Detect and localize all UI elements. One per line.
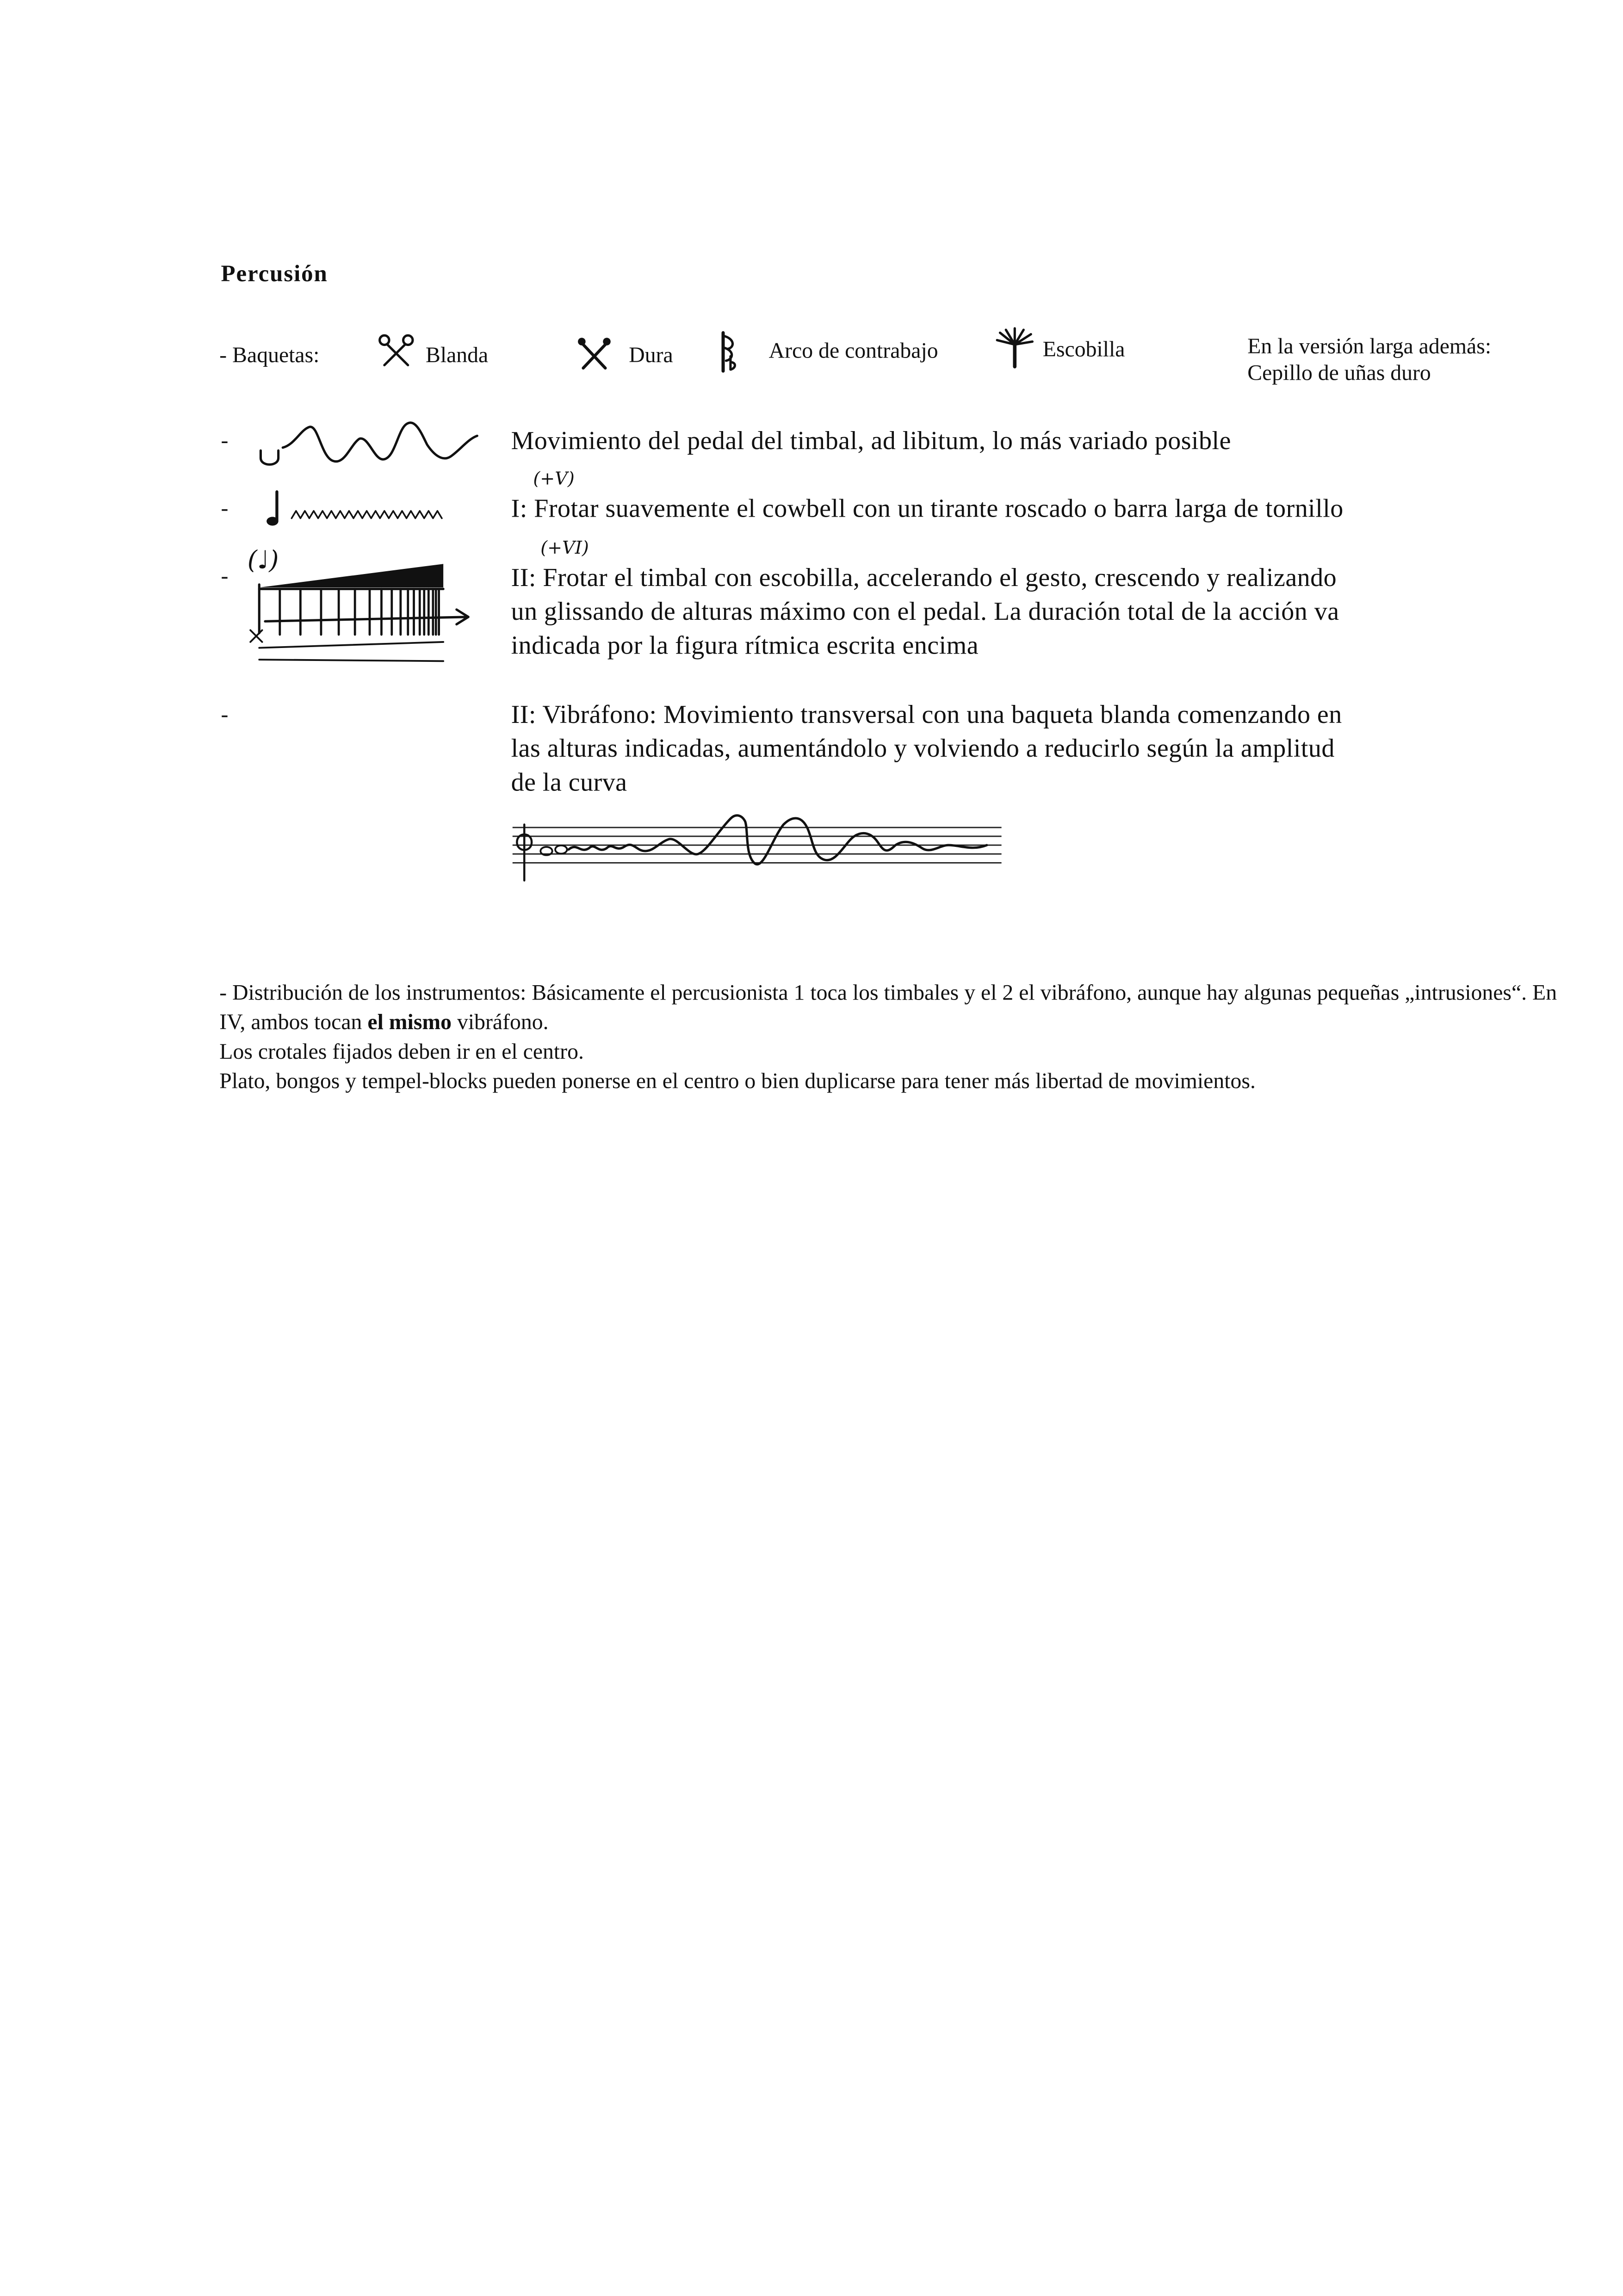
item-vibraphone-line: de la curva xyxy=(511,767,627,797)
brush-icon xyxy=(994,327,1035,368)
item-brush-line: II: Frotar el timbal con escobilla, accelerando el gesto, crescendo y realizando xyxy=(511,562,1337,592)
item-brush-text xyxy=(511,561,1339,663)
soft-mallet-icon xyxy=(376,333,420,368)
baqueta-blanda-label: Blanda xyxy=(425,344,489,368)
pedal-wave-symbol xyxy=(254,418,489,477)
distribution-text xyxy=(219,979,1560,1097)
distribution-bold: el mismo xyxy=(367,1011,452,1035)
item-cowbell-text: I: Frotar suavemente el cowbell con un tirante roscado o barra larga de tornillo xyxy=(511,493,1344,523)
version-larga-line1: En la versión larga además: xyxy=(1247,335,1492,359)
item-dash: - xyxy=(221,497,229,521)
distribution-part1: - Distribución de los instrumentos: Básicamente el percusionista 1 toca los timbales y el 2 el vibráfono, aunque hay algunas pequeñas „intrusiones“. En IV, ambos tocan xyxy=(219,982,1557,1035)
item-dash: - xyxy=(221,704,229,728)
item-brush-line: un glissando de alturas máximo con el pedal. La duración total de la acción va xyxy=(511,596,1339,626)
section-title: Percusión xyxy=(221,262,328,287)
version-larga-line2: Cepillo de uñas duro xyxy=(1247,362,1431,386)
annotation-plus-v: (+V) xyxy=(533,468,575,489)
distribution-paragraph xyxy=(219,979,1560,1038)
baqueta-dura-label: Dura xyxy=(629,344,673,368)
bass-bow-icon xyxy=(716,330,739,374)
plato-line: Plato, bongos y tempel-blocks pueden ponerse en el centro o bien duplicarse para tener más libertad de movimientos. xyxy=(219,1070,1256,1094)
hard-mallet-icon xyxy=(576,336,614,371)
baquetas-label: - Baquetas: xyxy=(219,344,320,368)
vibraphone-staff-curve xyxy=(513,810,1006,889)
arco-contrabajo-label: Arco de contrabajo xyxy=(768,340,938,364)
escobilla-label: Escobilla xyxy=(1042,339,1125,363)
item-vibraphone-line: II: Vibráfono: Movimiento transversal con una baqueta blanda comenzando en xyxy=(511,699,1342,729)
rhythm-figure-label: (♩) xyxy=(247,546,279,576)
item-pedal-text: Movimiento del pedal del timbal, ad libitum, lo más variado posible xyxy=(511,425,1231,455)
cowbell-zigzag-symbol xyxy=(259,486,473,530)
item-vibraphone-line: las alturas indicadas, aumentándolo y volviendo a reducirlo según la amplitud xyxy=(511,733,1335,763)
item-brush-line: indicada por la figura rítmica escrita encima xyxy=(511,630,979,660)
crotales-line: Los crotales fijados deben ir en el centro. xyxy=(219,1041,584,1065)
item-vibraphone-text xyxy=(511,698,1342,800)
item-dash: - xyxy=(221,565,229,589)
distribution-part2: vibráfono. xyxy=(452,1011,549,1035)
annotation-plus-vi: (+VI) xyxy=(540,537,589,558)
item-dash: - xyxy=(221,430,229,454)
brush-accelerando-symbol xyxy=(248,560,483,670)
